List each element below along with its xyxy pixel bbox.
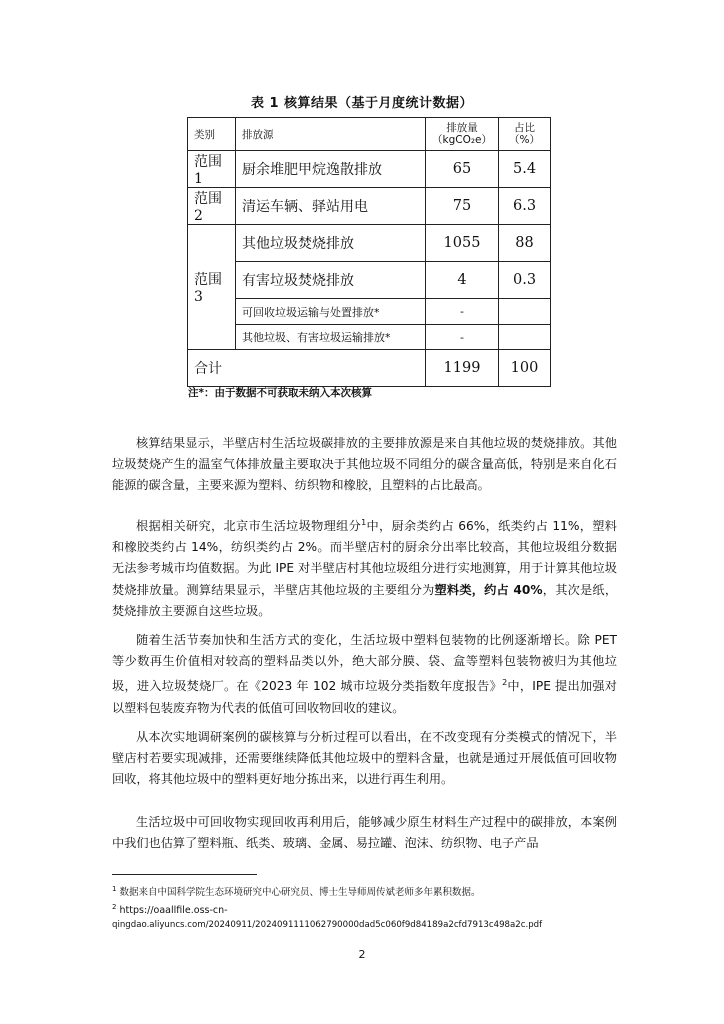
row-scope: 范围2 [188, 188, 236, 225]
p2-bold-text: 塑料类，约占 40% [434, 582, 543, 597]
table-row [188, 151, 551, 188]
footnote-ref-1[interactable]: 1 [361, 518, 367, 527]
row-scope: 范围3 [188, 225, 236, 350]
total-label: 合计 [188, 350, 426, 387]
footnote-2-mark: 2 [112, 903, 117, 911]
table-row [188, 225, 551, 262]
page-number: 2 [358, 948, 366, 961]
row-share: 0.3 [499, 262, 551, 299]
paragraph-2 [112, 512, 617, 622]
header-emission [426, 118, 499, 151]
table-row [188, 325, 551, 350]
table-header-row [188, 118, 551, 151]
p2-text-c: ，其次是纸，焚烧排放主要源自这些垃圾。 [112, 582, 618, 618]
header-share [499, 118, 551, 151]
row-emission: - [426, 325, 499, 350]
row-emission: 65 [426, 151, 499, 188]
row-source: 可回收垃圾运输与处置排放* [236, 299, 426, 325]
paragraph-5: 生活垃圾中可回收物实现回收再利用后，能够减少原生材料生产过程中的碳排放，本案例中我们也估算了塑料瓶、纸类、玻璃、金属、易拉罐、泡沫、纺织物、电子产品 [112, 815, 617, 851]
footnote-ref-2[interactable]: 2 [502, 678, 508, 688]
paragraph-1: 核算结果显示，半壁店村生活垃圾碳排放的主要排放源是来自其他垃圾的焚烧排放。其他垃圾焚烧产生的温室气体排放量主要取决于其他垃圾不同组分的碳含量高低，特别是来自化石能源的碳含量，主要来源为塑料、纺织物和橡胶，且塑料的占比最高。 [112, 436, 617, 493]
table-row [188, 262, 551, 299]
row-source: 厨余堆肥甲烷逸散排放 [236, 151, 426, 188]
header-share-line2: （%） [509, 134, 540, 146]
row-emission: 1055 [426, 225, 499, 262]
row-source: 其他垃圾焚烧排放 [236, 225, 426, 262]
table-note: 注*：由于数据不可获取未纳入本次核算 [188, 387, 372, 399]
table-row [188, 188, 551, 225]
table-row [188, 299, 551, 325]
row-source: 有害垃圾焚烧排放 [236, 262, 426, 299]
row-scope: 范围1 [188, 151, 236, 188]
row-share: 5.4 [499, 151, 551, 188]
header-emission-line1: 排放量 [446, 122, 478, 134]
paragraph-3 [112, 630, 617, 719]
footnote-2-url-line2[interactable]: qingdao.aliyuncs.com/20240911/2024091111062790000dad5c060f9d84189a2cfd7913c498a2c.pdf [112, 920, 543, 930]
row-share [499, 299, 551, 325]
total-share: 100 [499, 350, 551, 387]
row-source: 其他垃圾、有害垃圾运输排放* [236, 325, 426, 350]
p3-text-a: 随着生活节奏加快和生活方式的变化，生活垃圾中塑料包装物的比例逐渐增长。除 PET 等少数再生价值相对较高的塑料品类以外，绝大部分膜、袋、盒等塑料包装物被归为其他垃圾，进入垃圾焚烧厂。在《2023 年 102 城市垃圾分类指数年度报告》 [112, 633, 617, 694]
header-share-line1: 占比 [514, 122, 536, 134]
table-caption: 表 1 核算结果（基于月度统计数据） [250, 96, 474, 111]
header-category: 类别 [188, 118, 236, 151]
p2-text-a: 根据相关研究，北京市生活垃圾物理组分 [136, 519, 362, 534]
row-share: 88 [499, 225, 551, 262]
row-emission: 4 [426, 262, 499, 299]
footnote-divider [112, 874, 257, 875]
header-emission-line2: （kgCO₂e） [432, 134, 493, 146]
row-share: 6.3 [499, 188, 551, 225]
row-emission: - [426, 299, 499, 325]
table-total-row [188, 350, 551, 387]
footnote-1-text: 数据来自中国科学院生态环境研究中心研究员、博士生导师周传斌老师多年累积数据。 [119, 887, 481, 899]
footnote-1-mark: 1 [112, 885, 117, 893]
p3-text-b: 中，IPE 提出加强对以塑料包装废弃物为代表的低值可回收物回收的建议。 [112, 679, 617, 715]
row-emission: 75 [426, 188, 499, 225]
row-share [499, 325, 551, 350]
paragraph-4: 从本次实地调研案例的碳核算与分析过程可以看出，在不改变现有分类模式的情况下，半壁店村若要实现减排，还需要继续降低其他垃圾中的塑料含量，也就是通过开展低值可回收物回收，将其他垃圾中的塑料更好地分拣出来，以进行再生利用。 [112, 730, 617, 787]
emissions-table [187, 117, 551, 387]
p2-text-b: 中，厨余类约占 66%，纸类约占 11%，塑料和橡胶类约占 14%，纺织类约占 2%。而半壁店村的厨余分出率比较高，其他垃圾组分数据无法参考城市均值数据。为此 IPE 对半壁店村其他垃圾组分进行实地测算，用于计算其他垃圾焚烧排放量。测算结果显示，半壁店其他垃圾的主要组分为 [112, 519, 617, 597]
row-source: 清运车辆、驿站用电 [236, 188, 426, 225]
footnote-2-url-line1[interactable]: https://oaallfile.oss-cn- [119, 905, 228, 917]
header-source: 排放源 [236, 118, 426, 151]
total-emission: 1199 [426, 350, 499, 387]
